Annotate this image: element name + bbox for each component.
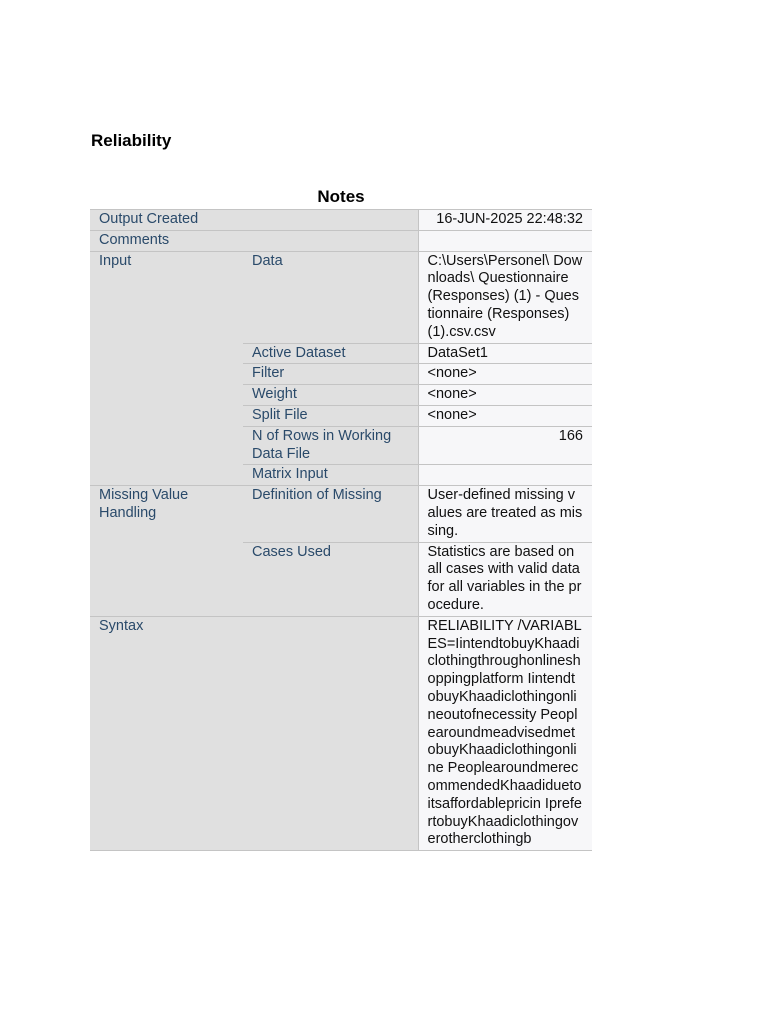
data-value: C:\Users\Personel\ Downloads\ Questionnaire (Responses) (1) - Questionnaire (Responses) (1).csv.csv [418, 251, 592, 343]
table-row [90, 616, 592, 850]
row-label-output-created: Output Created [90, 210, 418, 231]
table-row [90, 230, 592, 251]
output-created-value: 16-JUN-2025 22:48:32 [418, 210, 592, 231]
cases-used-value: Statistics are based on all cases with valid data for all variables in the procedure. [418, 542, 592, 616]
row-label-n-rows: N of Rows in Working Data File [243, 426, 418, 465]
row-label-cases-used: Cases Used [243, 542, 418, 616]
table-title: Notes [317, 187, 365, 206]
table-row [90, 486, 592, 542]
row-label-matrix-input: Matrix Input [243, 465, 418, 486]
table-row [90, 210, 592, 231]
row-label-data: Data [243, 251, 418, 343]
row-label-filter: Filter [243, 364, 418, 385]
row-label-split-file: Split File [243, 405, 418, 426]
table-row [90, 251, 592, 343]
weight-value: <none> [418, 385, 592, 406]
row-label-syntax: Syntax [90, 616, 418, 850]
split-file-value: <none> [418, 405, 592, 426]
comments-value [418, 230, 592, 251]
active-dataset-value: DataSet1 [418, 343, 592, 364]
row-label-comments: Comments [90, 230, 418, 251]
filter-value: <none> [418, 364, 592, 385]
row-label-definition-of-missing: Definition of Missing [243, 486, 418, 542]
definition-of-missing-value: User-defined missing values are treated as missing. [418, 486, 592, 542]
row-group-input: Input [90, 251, 243, 486]
row-label-active-dataset: Active Dataset [243, 343, 418, 364]
row-group-missing-value-handling: Missing Value Handling [90, 486, 243, 617]
section-title: Reliability [91, 131, 172, 150]
notes-table [90, 187, 592, 851]
matrix-input-value [418, 465, 592, 486]
row-label-weight: Weight [243, 385, 418, 406]
n-rows-value: 166 [418, 426, 592, 465]
syntax-value: RELIABILITY /VARIABLES=IintendtobuyKhaadiclothingthroughonlineshoppingplatform IintendtobuyKhaadiclothingonlineoutofnecessity PeoplearoundmeadvisedmetobuyKhaadiclothingonline PeoplearoundmerecommendedKhaadiduetoitsaffordablepricin IprefertobuyKhaadiclothingoverotherclothingb [418, 616, 592, 850]
notes-grid [90, 209, 592, 851]
